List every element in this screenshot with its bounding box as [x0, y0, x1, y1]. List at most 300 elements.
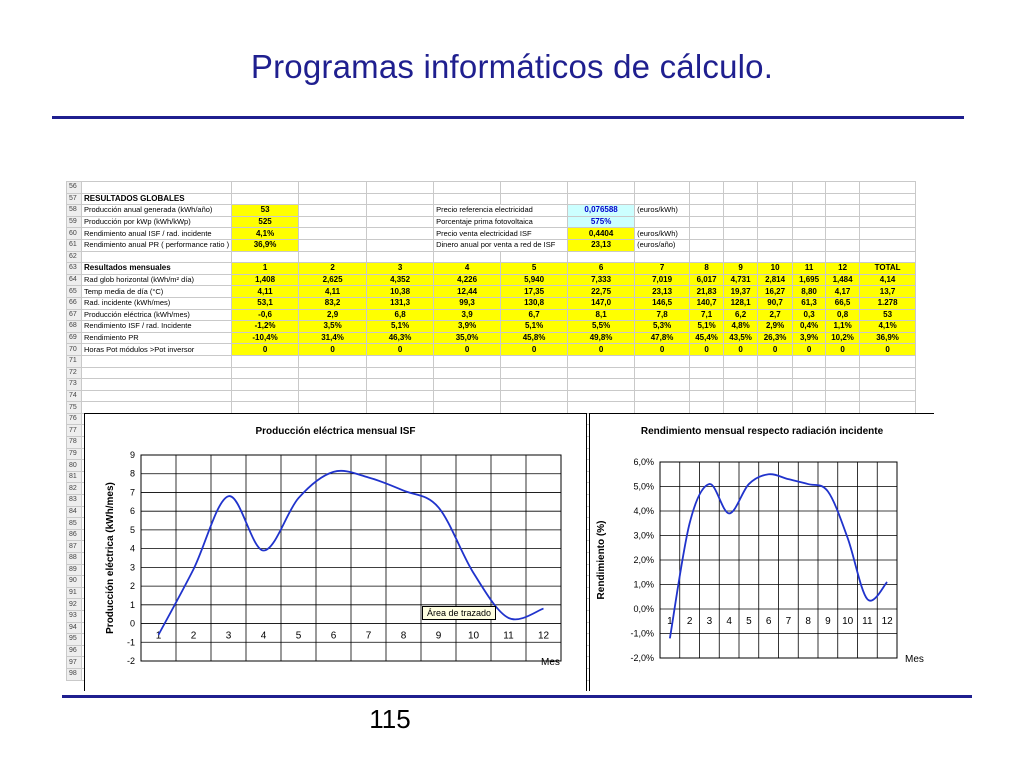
month-value[interactable]: 1,408: [232, 274, 299, 286]
cell[interactable]: [793, 193, 826, 205]
row-label[interactable]: Horas Pot módulos >Pot inversor: [82, 344, 232, 356]
cell[interactable]: [434, 390, 501, 402]
cell[interactable]: [860, 379, 916, 391]
cell[interactable]: [434, 379, 501, 391]
row-number: 67: [67, 309, 82, 321]
month-value[interactable]: 47,8%: [635, 332, 690, 344]
month-value[interactable]: 0: [793, 344, 826, 356]
production-chart-plot: [85, 414, 586, 691]
cell[interactable]: [367, 216, 434, 228]
cell[interactable]: [724, 193, 758, 205]
month-value[interactable]: 4,11: [232, 286, 299, 298]
month-value[interactable]: 5,1%: [367, 321, 434, 333]
cell[interactable]: [826, 402, 860, 414]
month-value[interactable]: 4,731: [724, 274, 758, 286]
row-label[interactable]: Producción anual generada (kWh/año): [82, 205, 232, 217]
month-header[interactable]: 8: [690, 263, 724, 275]
cell[interactable]: [826, 216, 860, 228]
month-header[interactable]: 1: [232, 263, 299, 275]
month-value[interactable]: 2,9: [299, 309, 367, 321]
cell[interactable]: [724, 355, 758, 367]
global-value[interactable]: 525: [232, 216, 299, 228]
y-tick-label: -2,0%: [630, 653, 654, 663]
cell[interactable]: [635, 251, 690, 263]
month-value[interactable]: 31,4%: [299, 332, 367, 344]
cell[interactable]: [758, 193, 793, 205]
month-value[interactable]: 7,8: [635, 309, 690, 321]
month-value[interactable]: 0: [232, 344, 299, 356]
month-value[interactable]: 146,5: [635, 297, 690, 309]
cell[interactable]: [635, 367, 690, 379]
cell[interactable]: [232, 193, 299, 205]
month-value[interactable]: 21,83: [690, 286, 724, 298]
cell[interactable]: [690, 402, 724, 414]
global-value[interactable]: 36,9%: [232, 239, 299, 251]
month-value[interactable]: 5,5%: [568, 321, 635, 333]
cell[interactable]: [793, 367, 826, 379]
unit-label[interactable]: (euros/kWh): [635, 205, 690, 217]
cell[interactable]: [826, 239, 860, 251]
month-value[interactable]: 16,27: [758, 286, 793, 298]
month-value[interactable]: 8,1: [568, 309, 635, 321]
cell[interactable]: [860, 355, 916, 367]
x-tick-label: 1: [155, 630, 162, 642]
cell[interactable]: [690, 216, 724, 228]
cell[interactable]: [860, 182, 916, 194]
global-param-value[interactable]: 23,13: [568, 239, 635, 251]
cell[interactable]: [367, 182, 434, 194]
month-value[interactable]: 49,8%: [568, 332, 635, 344]
cell[interactable]: [724, 239, 758, 251]
cell[interactable]: [367, 251, 434, 263]
month-value[interactable]: 66,5: [826, 297, 860, 309]
y-tick-label: 2: [129, 581, 135, 592]
month-value[interactable]: 23,13: [635, 286, 690, 298]
month-value[interactable]: 0: [635, 344, 690, 356]
cell[interactable]: [299, 379, 367, 391]
cell[interactable]: [860, 402, 916, 414]
cell[interactable]: [232, 390, 299, 402]
cell[interactable]: [635, 355, 690, 367]
cell[interactable]: [299, 228, 367, 240]
month-value[interactable]: 61,3: [793, 297, 826, 309]
month-value[interactable]: 53,1: [232, 297, 299, 309]
month-value[interactable]: 7,1: [690, 309, 724, 321]
total-value[interactable]: 4,14: [860, 274, 916, 286]
month-header[interactable]: 9: [724, 263, 758, 275]
cell[interactable]: [82, 390, 232, 402]
cell[interactable]: [299, 251, 367, 263]
cell[interactable]: [758, 402, 793, 414]
month-value[interactable]: 3,9%: [793, 332, 826, 344]
cell[interactable]: [826, 355, 860, 367]
cell[interactable]: [690, 379, 724, 391]
month-value[interactable]: 5,1%: [501, 321, 568, 333]
month-header[interactable]: 12: [826, 263, 860, 275]
cell[interactable]: [690, 367, 724, 379]
cell[interactable]: [826, 390, 860, 402]
month-value[interactable]: 90,7: [758, 297, 793, 309]
month-value[interactable]: 10,2%: [826, 332, 860, 344]
month-value[interactable]: 1,695: [793, 274, 826, 286]
month-value[interactable]: -1,2%: [232, 321, 299, 333]
month-value[interactable]: 99,3: [434, 297, 501, 309]
row-label[interactable]: Rad. incidente (kWh/mes): [82, 297, 232, 309]
total-value[interactable]: 36,9%: [860, 332, 916, 344]
cell[interactable]: [299, 367, 367, 379]
cell[interactable]: [860, 367, 916, 379]
month-value[interactable]: 17,35: [501, 286, 568, 298]
month-value[interactable]: 0: [367, 344, 434, 356]
cell[interactable]: [860, 390, 916, 402]
sheet-row: [67, 274, 916, 286]
month-value[interactable]: 128,1: [724, 297, 758, 309]
cell[interactable]: [232, 367, 299, 379]
month-value[interactable]: 45,8%: [501, 332, 568, 344]
row-label[interactable]: Dinero anual por venta a red de ISF: [434, 239, 568, 251]
month-value[interactable]: 6,2: [724, 309, 758, 321]
month-value[interactable]: 3,9%: [434, 321, 501, 333]
month-value[interactable]: 2,9%: [758, 321, 793, 333]
total-value[interactable]: 4,1%: [860, 321, 916, 333]
row-number: 84: [67, 506, 82, 518]
row-label[interactable]: Temp media de día (°C): [82, 286, 232, 298]
month-header[interactable]: 5: [501, 263, 568, 275]
cell[interactable]: [299, 239, 367, 251]
month-value[interactable]: 0,4%: [793, 321, 826, 333]
cell[interactable]: [367, 239, 434, 251]
row-number: 58: [67, 205, 82, 217]
cell[interactable]: [434, 367, 501, 379]
month-value[interactable]: 0,8: [826, 309, 860, 321]
month-value[interactable]: 10,38: [367, 286, 434, 298]
cell[interactable]: [793, 216, 826, 228]
cell[interactable]: [724, 205, 758, 217]
cell[interactable]: [758, 390, 793, 402]
cell[interactable]: [299, 193, 367, 205]
cell[interactable]: [635, 379, 690, 391]
cell[interactable]: [860, 251, 916, 263]
cell[interactable]: [232, 379, 299, 391]
cell[interactable]: [793, 228, 826, 240]
month-value[interactable]: -0,6: [232, 309, 299, 321]
cell[interactable]: [367, 367, 434, 379]
total-value[interactable]: 0: [860, 344, 916, 356]
row-label[interactable]: Rendimiento ISF / rad. Incidente: [82, 321, 232, 333]
x-tick-label: 8: [400, 630, 407, 642]
y-tick-label: 9: [129, 450, 135, 460]
cell[interactable]: [299, 355, 367, 367]
cell[interactable]: [758, 228, 793, 240]
month-value[interactable]: 12,44: [434, 286, 501, 298]
cell[interactable]: [568, 251, 635, 263]
cell[interactable]: [299, 216, 367, 228]
cell[interactable]: [232, 402, 299, 414]
cell[interactable]: [82, 367, 232, 379]
month-value[interactable]: 131,3: [367, 297, 434, 309]
row-label[interactable]: Precio venta electricidad ISF: [434, 228, 568, 240]
cell[interactable]: [860, 239, 916, 251]
production-chart[interactable]: [84, 413, 587, 691]
month-value[interactable]: 5,1%: [690, 321, 724, 333]
cell[interactable]: [501, 390, 568, 402]
cell[interactable]: [758, 205, 793, 217]
cell[interactable]: [82, 182, 232, 194]
cell[interactable]: [635, 390, 690, 402]
cell[interactable]: [568, 193, 635, 205]
month-value[interactable]: 7,019: [635, 274, 690, 286]
cell[interactable]: [690, 182, 724, 194]
cell[interactable]: [299, 205, 367, 217]
unit-label[interactable]: (euros/kWh): [635, 228, 690, 240]
row-label[interactable]: Rendimiento anual ISF / rad. incidente: [82, 228, 232, 240]
global-value[interactable]: 4,1%: [232, 228, 299, 240]
cell[interactable]: [367, 390, 434, 402]
cell[interactable]: [501, 367, 568, 379]
global-value[interactable]: 53: [232, 205, 299, 217]
cell[interactable]: [367, 193, 434, 205]
cell[interactable]: [367, 228, 434, 240]
cell[interactable]: [724, 402, 758, 414]
cell[interactable]: [434, 182, 501, 194]
cell[interactable]: [690, 251, 724, 263]
month-value[interactable]: 0: [758, 344, 793, 356]
cell[interactable]: [826, 228, 860, 240]
month-value[interactable]: 45,4%: [690, 332, 724, 344]
cell[interactable]: [690, 355, 724, 367]
month-value[interactable]: 35,0%: [434, 332, 501, 344]
cell[interactable]: [690, 390, 724, 402]
cell[interactable]: [690, 239, 724, 251]
cell[interactable]: [826, 182, 860, 194]
month-value[interactable]: 0: [826, 344, 860, 356]
cell[interactable]: [724, 379, 758, 391]
cell[interactable]: [434, 193, 501, 205]
cell[interactable]: [690, 205, 724, 217]
cell[interactable]: [635, 193, 690, 205]
cell[interactable]: [793, 355, 826, 367]
cell[interactable]: [82, 379, 232, 391]
cell[interactable]: [793, 251, 826, 263]
section-header[interactable]: Resultados mensuales: [82, 263, 232, 275]
month-value[interactable]: 147,0: [568, 297, 635, 309]
cell[interactable]: [758, 379, 793, 391]
cell[interactable]: [758, 251, 793, 263]
cell[interactable]: [568, 367, 635, 379]
month-value[interactable]: 8,80: [793, 286, 826, 298]
cell[interactable]: [793, 239, 826, 251]
month-value[interactable]: 5,3%: [635, 321, 690, 333]
month-value[interactable]: 19,37: [724, 286, 758, 298]
month-value[interactable]: 3,9: [434, 309, 501, 321]
month-value[interactable]: 46,3%: [367, 332, 434, 344]
cell[interactable]: [501, 355, 568, 367]
cell[interactable]: [299, 390, 367, 402]
cell[interactable]: [793, 182, 826, 194]
month-header[interactable]: 11: [793, 263, 826, 275]
cell[interactable]: [793, 205, 826, 217]
month-value[interactable]: 0: [690, 344, 724, 356]
cell[interactable]: [724, 251, 758, 263]
cell[interactable]: [860, 205, 916, 217]
unit-label[interactable]: (euros/año): [635, 239, 690, 251]
total-header[interactable]: TOTAL: [860, 263, 916, 275]
month-value[interactable]: 4,226: [434, 274, 501, 286]
month-value[interactable]: 7,333: [568, 274, 635, 286]
sheet-row: [67, 321, 916, 333]
month-header[interactable]: 2: [299, 263, 367, 275]
cell[interactable]: [568, 402, 635, 414]
x-tick-label: 3: [225, 630, 232, 642]
row-number: 87: [67, 541, 82, 553]
month-value[interactable]: 5,940: [501, 274, 568, 286]
cell[interactable]: [826, 193, 860, 205]
month-value[interactable]: 0,3: [793, 309, 826, 321]
global-param-value[interactable]: 0,076588: [568, 205, 635, 217]
month-value[interactable]: 2,814: [758, 274, 793, 286]
cell[interactable]: [758, 216, 793, 228]
cell[interactable]: [501, 193, 568, 205]
cell[interactable]: [758, 182, 793, 194]
month-value[interactable]: 0: [568, 344, 635, 356]
month-value[interactable]: 4,11: [299, 286, 367, 298]
cell[interactable]: [724, 182, 758, 194]
month-value[interactable]: 22,75: [568, 286, 635, 298]
cell[interactable]: [758, 355, 793, 367]
cell[interactable]: [793, 390, 826, 402]
cell[interactable]: [568, 182, 635, 194]
row-label[interactable]: Producción por kWp (kWh/kWp): [82, 216, 232, 228]
cell[interactable]: [826, 251, 860, 263]
month-value[interactable]: 83,2: [299, 297, 367, 309]
cell[interactable]: [501, 182, 568, 194]
cell[interactable]: [367, 402, 434, 414]
cell[interactable]: [860, 193, 916, 205]
month-value[interactable]: 1,484: [826, 274, 860, 286]
month-value[interactable]: 1,1%: [826, 321, 860, 333]
cell[interactable]: [860, 216, 916, 228]
row-label[interactable]: Precio referencia electricidad: [434, 205, 568, 217]
month-value[interactable]: 6,017: [690, 274, 724, 286]
x-tick-label: 2: [686, 616, 693, 627]
cell[interactable]: [793, 379, 826, 391]
cell[interactable]: [501, 402, 568, 414]
month-value[interactable]: 26,3%: [758, 332, 793, 344]
cell[interactable]: [434, 402, 501, 414]
cell[interactable]: [82, 355, 232, 367]
row-label[interactable]: Producción eléctrica (kWh/mes): [82, 309, 232, 321]
total-value[interactable]: 1.278: [860, 297, 916, 309]
month-value[interactable]: 2,7: [758, 309, 793, 321]
cell[interactable]: [635, 182, 690, 194]
cell[interactable]: [690, 228, 724, 240]
cell[interactable]: [568, 390, 635, 402]
cell[interactable]: [724, 216, 758, 228]
cell[interactable]: [501, 379, 568, 391]
cell[interactable]: [724, 228, 758, 240]
cell[interactable]: [826, 367, 860, 379]
month-value[interactable]: 6,8: [367, 309, 434, 321]
cell[interactable]: [367, 379, 434, 391]
cell[interactable]: [826, 379, 860, 391]
cell[interactable]: [367, 205, 434, 217]
cell[interactable]: [724, 390, 758, 402]
total-value[interactable]: 13,7: [860, 286, 916, 298]
cell[interactable]: [82, 251, 232, 263]
row-label[interactable]: Rendimiento anual PR ( performance ratio ): [82, 239, 232, 251]
x-tick-label: 12: [537, 630, 550, 642]
month-value[interactable]: 140,7: [690, 297, 724, 309]
row-label[interactable]: Porcentaje prima fotovoltaica: [434, 216, 568, 228]
cell[interactable]: [367, 355, 434, 367]
global-param-value[interactable]: 575%: [568, 216, 635, 228]
month-value[interactable]: 0: [434, 344, 501, 356]
month-value[interactable]: 0: [501, 344, 568, 356]
cell[interactable]: [793, 402, 826, 414]
month-value[interactable]: 0: [299, 344, 367, 356]
month-value[interactable]: 6,7: [501, 309, 568, 321]
cell[interactable]: [299, 182, 367, 194]
cell[interactable]: [724, 367, 758, 379]
month-value[interactable]: 3,5%: [299, 321, 367, 333]
cell[interactable]: [434, 355, 501, 367]
global-param-value[interactable]: 0,4404: [568, 228, 635, 240]
sheet-row: [67, 390, 916, 402]
month-header[interactable]: 3: [367, 263, 434, 275]
cell[interactable]: [232, 182, 299, 194]
month-value[interactable]: -10,4%: [232, 332, 299, 344]
cell[interactable]: [568, 355, 635, 367]
cell[interactable]: [690, 193, 724, 205]
month-header[interactable]: 10: [758, 263, 793, 275]
x-tick-label: 8: [805, 616, 811, 627]
month-value[interactable]: 4,17: [826, 286, 860, 298]
cell[interactable]: [232, 355, 299, 367]
cell[interactable]: [758, 239, 793, 251]
cell[interactable]: [568, 379, 635, 391]
section-header[interactable]: RESULTADOS GLOBALES: [82, 193, 232, 205]
month-header[interactable]: 6: [568, 263, 635, 275]
total-value[interactable]: 53: [860, 309, 916, 321]
month-header[interactable]: 4: [434, 263, 501, 275]
cell[interactable]: [826, 205, 860, 217]
cell[interactable]: [860, 228, 916, 240]
month-value[interactable]: 43,5%: [724, 332, 758, 344]
cell[interactable]: [232, 251, 299, 263]
cell[interactable]: [82, 402, 232, 414]
footer-divider: [62, 695, 972, 698]
cell[interactable]: [635, 402, 690, 414]
month-header[interactable]: 7: [635, 263, 690, 275]
row-label[interactable]: Rendimiento PR: [82, 332, 232, 344]
y-tick-label: 0: [129, 618, 135, 629]
month-value[interactable]: 2,625: [299, 274, 367, 286]
month-value[interactable]: 4,8%: [724, 321, 758, 333]
efficiency-chart[interactable]: [589, 413, 934, 691]
row-number: 91: [67, 587, 82, 599]
cell[interactable]: [758, 367, 793, 379]
unit-label[interactable]: [635, 216, 690, 228]
row-label[interactable]: Rad glob horizontal (kWh/m² día): [82, 274, 232, 286]
spreadsheet-area[interactable]: [66, 181, 934, 691]
cell[interactable]: [299, 402, 367, 414]
month-value[interactable]: 130,8: [501, 297, 568, 309]
cell[interactable]: [501, 251, 568, 263]
cell[interactable]: [434, 251, 501, 263]
month-value[interactable]: 0: [724, 344, 758, 356]
plot-area-tooltip: Área de trazado: [422, 606, 496, 620]
month-value[interactable]: 4,352: [367, 274, 434, 286]
